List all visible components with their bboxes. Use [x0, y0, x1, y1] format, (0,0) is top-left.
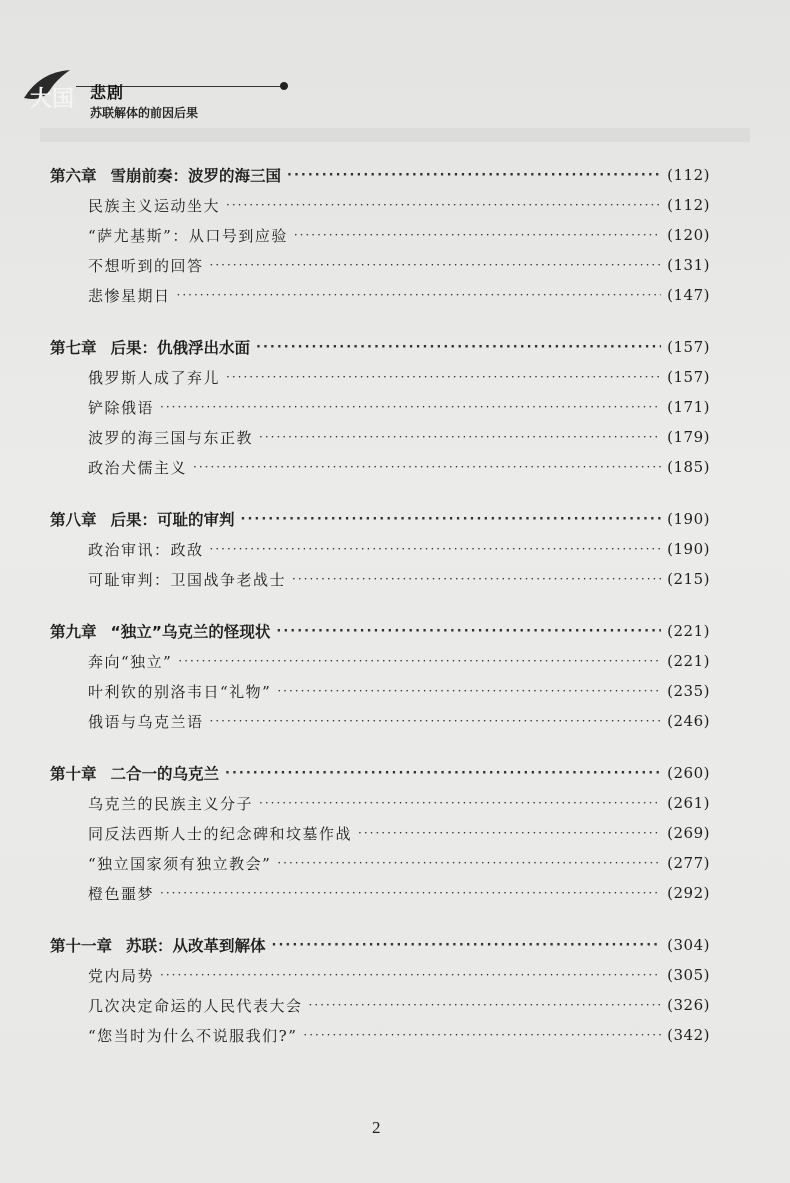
- section-title: 叶利钦的别洛韦日“礼物”: [88, 682, 272, 701]
- leader-dots: [177, 288, 662, 302]
- leader-dots: [160, 886, 661, 900]
- chapter-number: 第八章: [50, 511, 97, 529]
- section-page-number: (292): [667, 884, 710, 902]
- bleed-through: [40, 128, 750, 142]
- leader-dots: [193, 460, 661, 474]
- section-title: 奔向“独立”: [88, 652, 173, 671]
- leader-dots: [277, 684, 661, 698]
- leader-dots: [226, 370, 661, 384]
- section-title: 波罗的海三国与东正教: [88, 428, 254, 447]
- chapter-gap: [50, 310, 710, 332]
- chapter-number: 第十一章: [50, 937, 113, 955]
- leader-dots: [259, 430, 661, 444]
- series-logo-icon: [20, 64, 78, 112]
- section-entry: [50, 818, 710, 848]
- section-entry: [50, 676, 710, 706]
- leader-dots: [256, 340, 661, 355]
- leader-dots: [309, 998, 662, 1012]
- section-page-number: (185): [667, 458, 710, 476]
- leader-dots: [287, 168, 661, 183]
- section-title: 民族主义运动坐大: [88, 196, 221, 215]
- leader-dots: [276, 624, 661, 639]
- section-title: 政治犬儒主义: [88, 458, 188, 477]
- section-page-number: (147): [667, 286, 710, 304]
- chapter-title: 苏联：从改革到解体: [126, 937, 266, 955]
- chapter-number: 第九章: [50, 623, 97, 641]
- section-title: 俄罗斯人成了弃儿: [88, 368, 221, 387]
- section-page-number: (277): [667, 854, 710, 872]
- section-title: 橙色噩梦: [88, 884, 155, 903]
- section-title: 铲除俄语: [88, 398, 155, 417]
- section-title: 乌克兰的民族主义分子: [88, 794, 254, 813]
- section-entry: [50, 422, 710, 452]
- section-page-number: (131): [667, 256, 710, 274]
- section-page-number: (215): [667, 570, 710, 588]
- leader-dots: [294, 228, 661, 242]
- toc-chapter: [50, 504, 710, 594]
- section-title: “您当时为什么不说服我们?”: [88, 1026, 298, 1045]
- section-title: 同反法西斯人士的纪念碑和坟墓作战: [88, 824, 353, 843]
- table-of-contents: [50, 160, 710, 1050]
- section-title: 可耻审判：卫国战争老战士: [88, 570, 287, 589]
- leader-dots: [292, 572, 661, 586]
- section-entry: [50, 848, 710, 878]
- chapter-title: 后果：可耻的审判: [110, 511, 235, 529]
- section-page-number: (171): [667, 398, 710, 416]
- chapter-page-number: (157): [667, 338, 710, 356]
- section-title: 不想听到的回答: [88, 256, 204, 275]
- section-entry: [50, 960, 710, 990]
- chapter-page-number: (190): [667, 510, 710, 528]
- chapter-heading: [50, 930, 710, 960]
- section-entry: [50, 190, 710, 220]
- toc-chapter: [50, 758, 710, 908]
- section-entry: [50, 706, 710, 736]
- section-title: “独立国家须有独立教会”: [88, 854, 272, 873]
- section-page-number: (190): [667, 540, 710, 558]
- page-number: 2: [372, 1118, 381, 1137]
- svg-text:大国: 大国: [30, 86, 75, 112]
- section-page-number: (305): [667, 966, 710, 984]
- header-ornament-dot: [280, 82, 288, 90]
- leader-dots: [210, 542, 662, 556]
- chapter-heading: [50, 504, 710, 534]
- section-entry: [50, 362, 710, 392]
- section-entry: [50, 1020, 710, 1050]
- section-entry: [50, 452, 710, 482]
- leader-dots: [241, 512, 662, 527]
- chapter-title: 二合一的乌克兰: [110, 765, 220, 783]
- leader-dots: [210, 714, 662, 728]
- chapter-heading: [50, 616, 710, 646]
- section-title: 几次决定命运的人民代表大会: [88, 996, 303, 1015]
- section-title: 悲惨星期日: [88, 286, 171, 305]
- section-title: 党内局势: [88, 966, 155, 985]
- section-page-number: (120): [667, 226, 710, 244]
- section-entry: [50, 564, 710, 594]
- section-entry: [50, 250, 710, 280]
- series-title: 悲剧: [90, 83, 125, 102]
- toc-chapter: [50, 160, 710, 310]
- chapter-heading: [50, 758, 710, 788]
- running-header: [12, 58, 312, 118]
- section-title: 政治审讯：政敌: [88, 540, 204, 559]
- leader-dots: [225, 766, 661, 781]
- chapter-gap: [50, 482, 710, 504]
- section-page-number: (112): [667, 196, 710, 214]
- leader-dots: [277, 856, 661, 870]
- toc-chapter: [50, 616, 710, 736]
- section-entry: [50, 990, 710, 1020]
- chapter-title: 后果：仇俄浮出水面: [110, 339, 251, 357]
- chapter-number: 第十章: [50, 765, 97, 783]
- leader-dots: [178, 654, 661, 668]
- section-entry: [50, 788, 710, 818]
- chapter-number: 第六章: [50, 167, 97, 185]
- section-entry: [50, 646, 710, 676]
- section-page-number: (221): [667, 652, 710, 670]
- leader-dots: [358, 826, 661, 840]
- book-subtitle: 苏联解体的前因后果: [90, 106, 199, 120]
- toc-chapter: [50, 332, 710, 482]
- section-title: 俄语与乌克兰语: [88, 712, 204, 731]
- chapter-page-number: (304): [667, 936, 710, 954]
- leader-dots: [272, 938, 662, 953]
- section-entry: [50, 280, 710, 310]
- section-title: “萨尤基斯”：从口号到应验: [88, 226, 288, 245]
- section-page-number: (269): [667, 824, 710, 842]
- leader-dots: [210, 258, 662, 272]
- chapter-number: 第七章: [50, 339, 97, 357]
- section-page-number: (342): [667, 1026, 710, 1044]
- leader-dots: [160, 968, 661, 982]
- chapter-gap: [50, 594, 710, 616]
- leader-dots: [303, 1028, 661, 1042]
- chapter-title: 雪崩前奏：波罗的海三国: [110, 167, 282, 185]
- section-page-number: (157): [667, 368, 710, 386]
- section-entry: [50, 878, 710, 908]
- chapter-title: “独立”乌克兰的怪现状: [110, 623, 271, 641]
- toc-chapter: [50, 930, 710, 1050]
- section-page-number: (326): [667, 996, 710, 1014]
- chapter-gap: [50, 908, 710, 930]
- leader-dots: [160, 400, 661, 414]
- section-entry: [50, 220, 710, 250]
- chapter-gap: [50, 736, 710, 758]
- chapter-heading: [50, 160, 710, 190]
- section-page-number: (261): [667, 794, 710, 812]
- section-entry: [50, 534, 710, 564]
- chapter-heading: [50, 332, 710, 362]
- chapter-page-number: (221): [667, 622, 710, 640]
- section-entry: [50, 392, 710, 422]
- section-page-number: (235): [667, 682, 710, 700]
- chapter-page-number: (112): [667, 166, 710, 184]
- chapter-page-number: (260): [667, 764, 710, 782]
- section-page-number: (179): [667, 428, 710, 446]
- leader-dots: [259, 796, 661, 810]
- section-page-number: (246): [667, 712, 710, 730]
- leader-dots: [226, 198, 661, 212]
